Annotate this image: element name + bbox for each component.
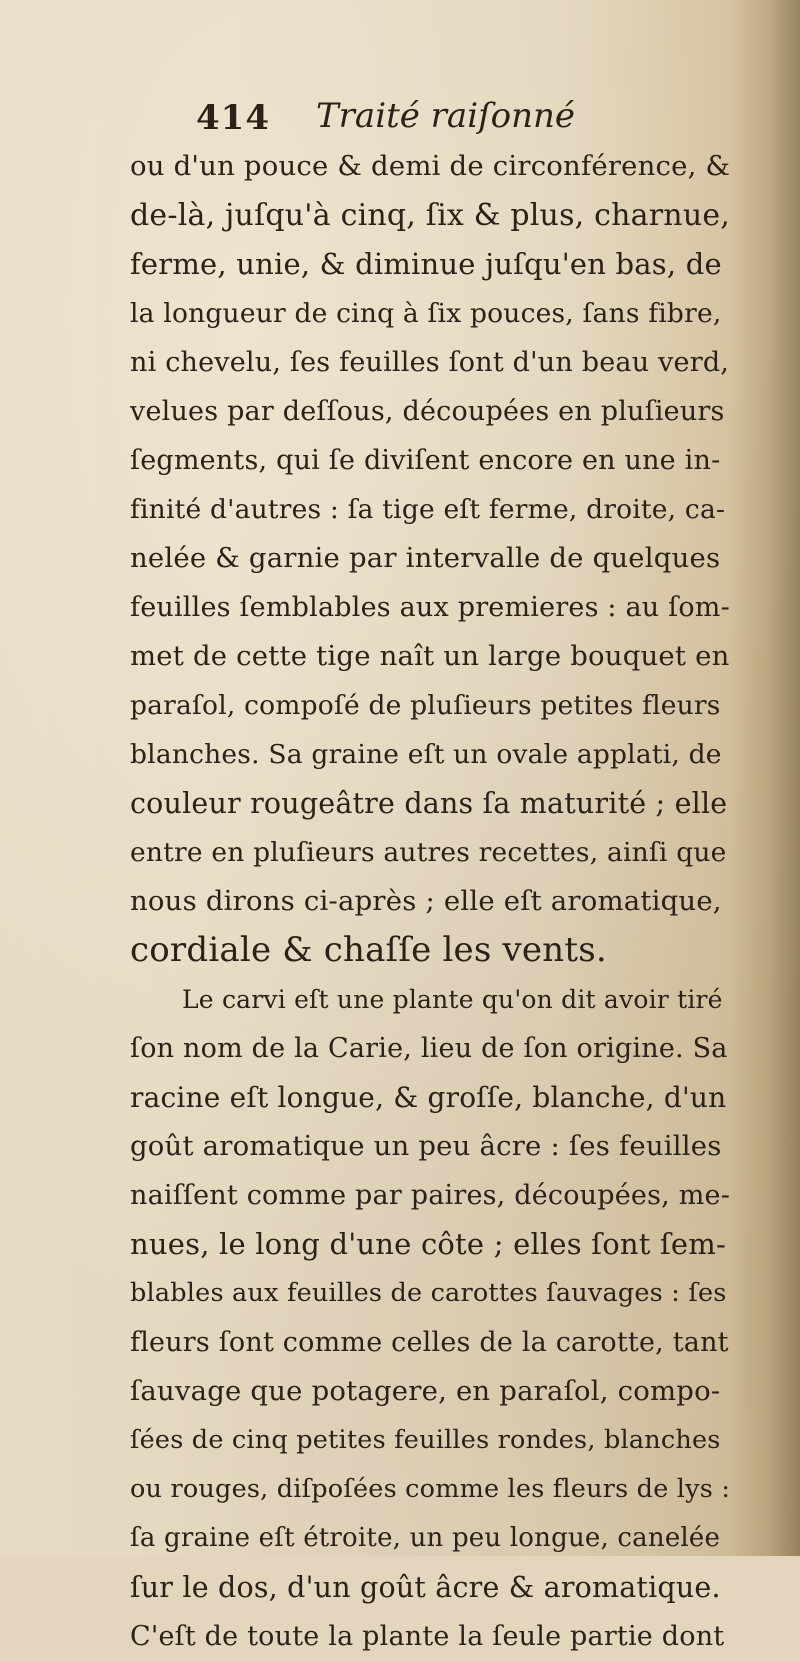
text-line: nelée & garnie par intervalle de quelques bbox=[130, 542, 721, 574]
text-line: ni chevelu, ſes feuilles ſont d'un beau verd, bbox=[130, 347, 730, 378]
text-line: nous dirons ci-après ; elle eſt aromatique, bbox=[130, 885, 722, 917]
text-line: velues par deſſous, découpées en pluſieurs bbox=[130, 396, 725, 427]
text-line: paraſol, compoſé de pluſieurs petites fleurs bbox=[130, 690, 721, 721]
text-line: la longueur de cinq à ſix pouces, ſans fibre, bbox=[130, 298, 722, 329]
text-line: ſur le dos, d'un goût âcre & aromatique. bbox=[130, 1571, 721, 1604]
body-text bbox=[130, 142, 730, 1661]
text-line: ſegments, qui ſe diviſent encore en une in- bbox=[130, 445, 721, 476]
page-edge-shadow bbox=[730, 0, 800, 1556]
text-line: cordiale & chaſſe les vents. bbox=[130, 930, 607, 970]
text-line: ferme, unie, & diminue juſqu'en bas, de bbox=[130, 247, 722, 281]
text-line: blables aux feuilles de carottes ſauvages : ſes bbox=[130, 1278, 727, 1308]
text-line: feuilles ſemblables aux premieres : au ſom- bbox=[130, 592, 730, 623]
text-line: ou d'un pouce & demi de circonférence, & bbox=[130, 150, 731, 182]
text-line: de-là, juſqu'à cinq, ſix & plus, charnue, bbox=[130, 198, 731, 233]
page-header bbox=[196, 96, 716, 148]
paragraph-start-line: Le carvi eſt une plante qu'on dit avoir tiré bbox=[182, 985, 723, 1014]
text-line: naiſſent comme par paires, découpées, me- bbox=[130, 1180, 731, 1211]
text-line: fleurs ſont comme celles de la carotte, tant bbox=[130, 1327, 729, 1358]
text-line: ſa graine eſt étroite, un peu longue, canelée bbox=[130, 1523, 721, 1553]
text-line: ſauvage que potagere, en paraſol, compo- bbox=[130, 1375, 721, 1407]
text-line: ſon nom de la Carie, lieu de ſon origine. Sa bbox=[130, 1033, 728, 1064]
text-line: entre en pluſieurs autres recettes, ainſi que bbox=[130, 837, 727, 868]
page-number: 414 bbox=[196, 98, 270, 138]
text-line: met de cette tige naît un large bouquet en bbox=[130, 640, 730, 672]
text-line: ſées de cinq petites feuilles rondes, blanches bbox=[130, 1425, 721, 1455]
text-line: nues, le long d'une côte ; elles ſont ſem- bbox=[130, 1227, 726, 1261]
text-line: finité d'autres : ſa tige eſt ferme, droite, ca- bbox=[130, 494, 726, 525]
text-line: blanches. Sa graine eſt un ovale applati, de bbox=[130, 739, 722, 770]
running-title: Traité raiſonné bbox=[316, 96, 576, 136]
text-line: racine eſt longue, & groſſe, blanche, d'un bbox=[130, 1081, 727, 1114]
text-line: couleur rougeâtre dans ſa maturité ; elle bbox=[130, 787, 728, 820]
text-line: C'eſt de toute la plante la ſeule partie dont bbox=[130, 1621, 725, 1652]
text-line: goût aromatique un peu âcre : ſes feuilles bbox=[130, 1130, 722, 1162]
text-line: ou rouges, diſpoſées comme les fleurs de lys : bbox=[130, 1474, 731, 1504]
